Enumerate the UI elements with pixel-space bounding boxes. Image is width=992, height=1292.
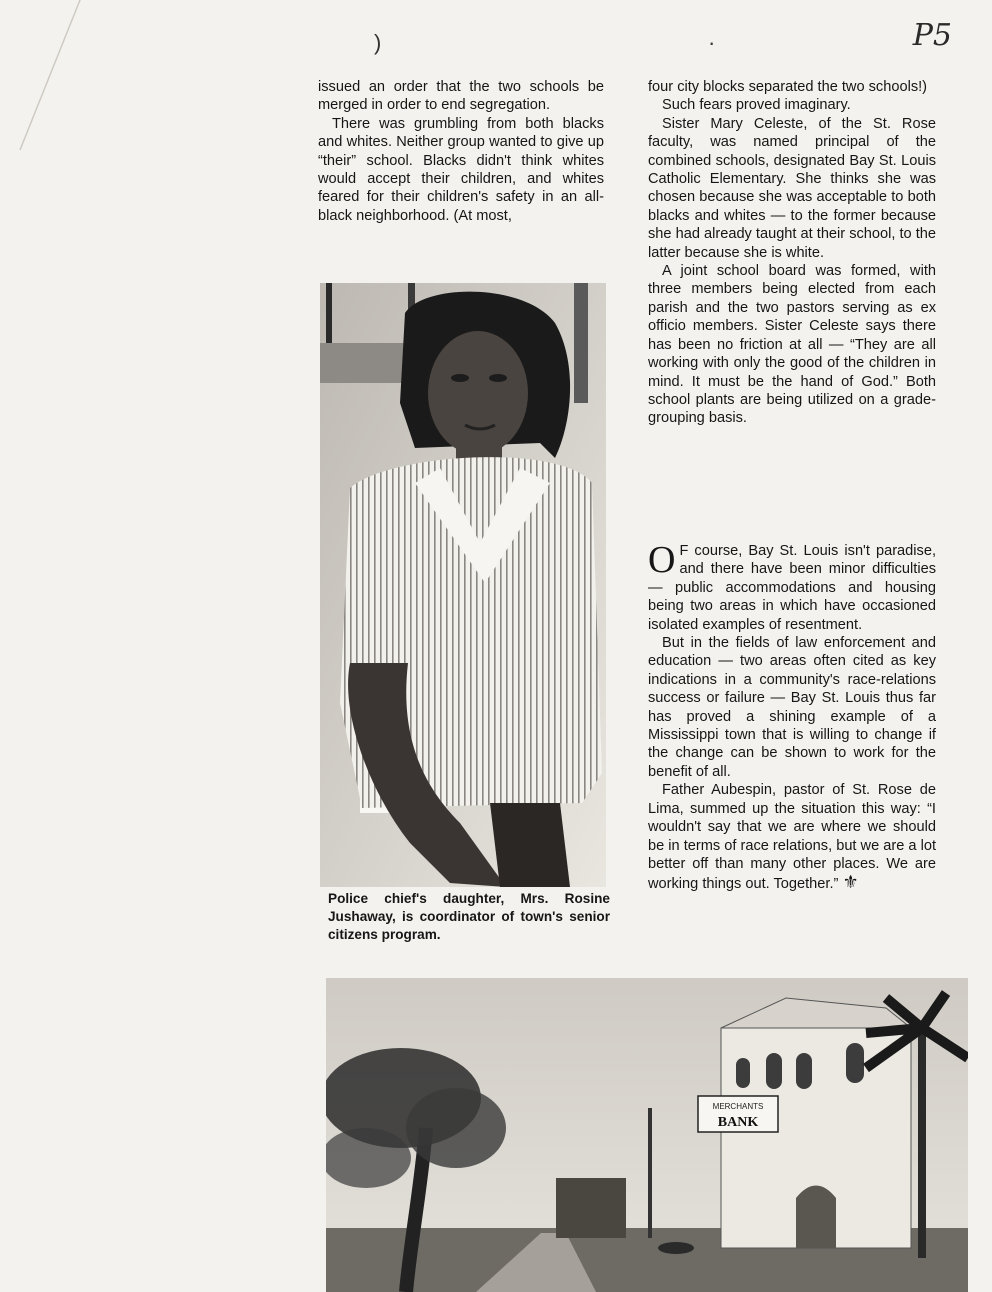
street-bank-photo	[326, 978, 968, 1292]
dropcap-letter: O	[648, 539, 676, 581]
bank-sign-line1: MERCHANTS	[712, 1102, 764, 1111]
paragraph: A joint school board was formed, with three members being elected from each parish and the two pastors serving as ex officio members. Sister Celeste says there has been no friction at all — “They are all working with only the good of the children in mind. It must be the hand of God.” Both school plants are being utilized on a grade-grouping basis.	[648, 263, 936, 427]
fleur-de-lis-end-mark: ⚜	[842, 872, 859, 893]
paragraph: There was grumbling from both blacks and whites. Neither group wanted to give up “their” school. Blacks didn't think whites would accept their children, and whites feared for their children's safety in an all-black neighborhood. (At most,	[318, 115, 604, 224]
paragraph: But in the fields of law enforcement and education — two areas often cited as key indications in a community's race-relations success or failure — Bay St. Louis thus far has proved a shining example of a Mississippi town that is willing to change if the change can be shown to work for the benefit of all.	[648, 635, 936, 780]
punch-mark-right: ·	[708, 30, 716, 55]
article-column-right-continued	[648, 539, 936, 894]
article-column-left	[318, 78, 604, 225]
punch-mark-left: )	[374, 30, 382, 55]
portrait-photo	[320, 283, 606, 887]
photo-caption: Police chief's daughter, Mrs. Rosine Jushaway, is coordinator of town's senior citizens program.	[328, 891, 610, 942]
page-number-handwritten: P5	[912, 18, 952, 53]
paragraph-text: F course, Bay St. Louis isn't paradise, and there have been minor difficulties — public accommodations and housing being two areas in which have occasioned isolated examples of resentment.	[648, 543, 936, 633]
paragraph-with-dropcap	[648, 539, 936, 634]
paragraph	[648, 781, 936, 893]
article-column-right	[648, 78, 936, 428]
bank-sign-line2: BANK	[717, 1115, 759, 1130]
page-crease	[0, 0, 90, 160]
paragraph: four city blocks separated the two schools!)	[648, 79, 928, 95]
paragraph: Such fears proved imaginary.	[662, 97, 851, 114]
paragraph: issued an order that the two schools be merged in order to end segregation.	[318, 79, 604, 114]
paragraph: Sister Mary Celeste, of the St. Rose faculty, was named principal of the combined schools, designated Bay St. Louis Catholic Elementary. She thinks she was chosen because she was acceptable to both blacks and whites — to the former because she had already taught at their school, to the latter because she is white.	[648, 115, 937, 261]
paragraph-text: Father Aubespin, pastor of St. Rose de Lima, summed up the situation this way: “I wouldn't say that we are where we should be in terms of race relations, but we are a lot better off than many other places. We are working things out. Together.”	[648, 782, 936, 893]
